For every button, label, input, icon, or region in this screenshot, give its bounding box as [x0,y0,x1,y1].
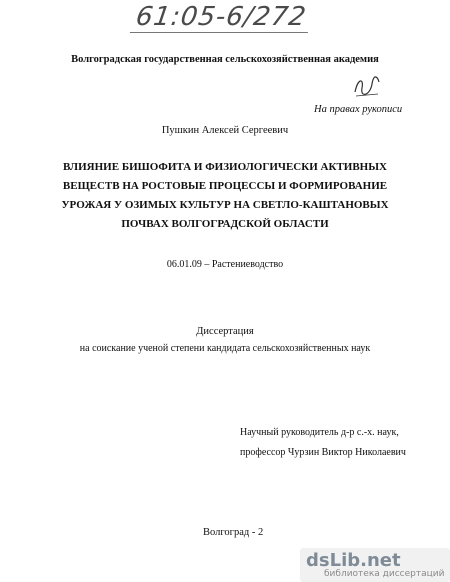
supervisor-title: Научный руководитель д-р с.-х. наук, [240,427,399,438]
watermark-subtitle: библиотека диссертаций [324,569,445,579]
watermark-logo: dsLib.net [306,550,401,571]
degree-line: на соискание ученой степени кандидата сельскохозяйственных наук [79,343,371,354]
signature-image [352,74,382,100]
institution-name: Волгоградская государственная сельскохозяйственная академия [71,54,379,65]
author-name: Пушкин Алексей Сергеевич [161,125,289,136]
title-line: ВЕЩЕСТВ НА РОСТОВЫЕ ПРОЦЕССЫ И ФОРМИРОВАНИЕ [62,180,388,192]
document-type: Диссертация [196,326,254,337]
title-line: УРОЖАЯ У ОЗИМЫХ КУЛЬТУР НА СВЕТЛО-КАШТАНОВЫХ [61,199,389,211]
supervisor-name: профессор Чурзин Виктор Николаевич [240,447,406,458]
city-year: Волгоград - 2 [203,527,264,538]
title-line: ВЛИЯНИЕ БИШОФИТА И ФИЗИОЛОГИЧЕСКИ АКТИВНЫХ [63,161,387,173]
dissertation-title [0,158,450,234]
title-line: ПОЧВАХ ВОЛГОГРАДСКОЙ ОБЛАСТИ [121,218,329,230]
archive-number-stamp: 61:05-6/272 [130,2,313,33]
specialty-code: 06.01.09 – Растениеводство [166,259,284,270]
watermark-badge [300,548,450,582]
manuscript-rights-note: На правах рукописи [314,104,403,115]
